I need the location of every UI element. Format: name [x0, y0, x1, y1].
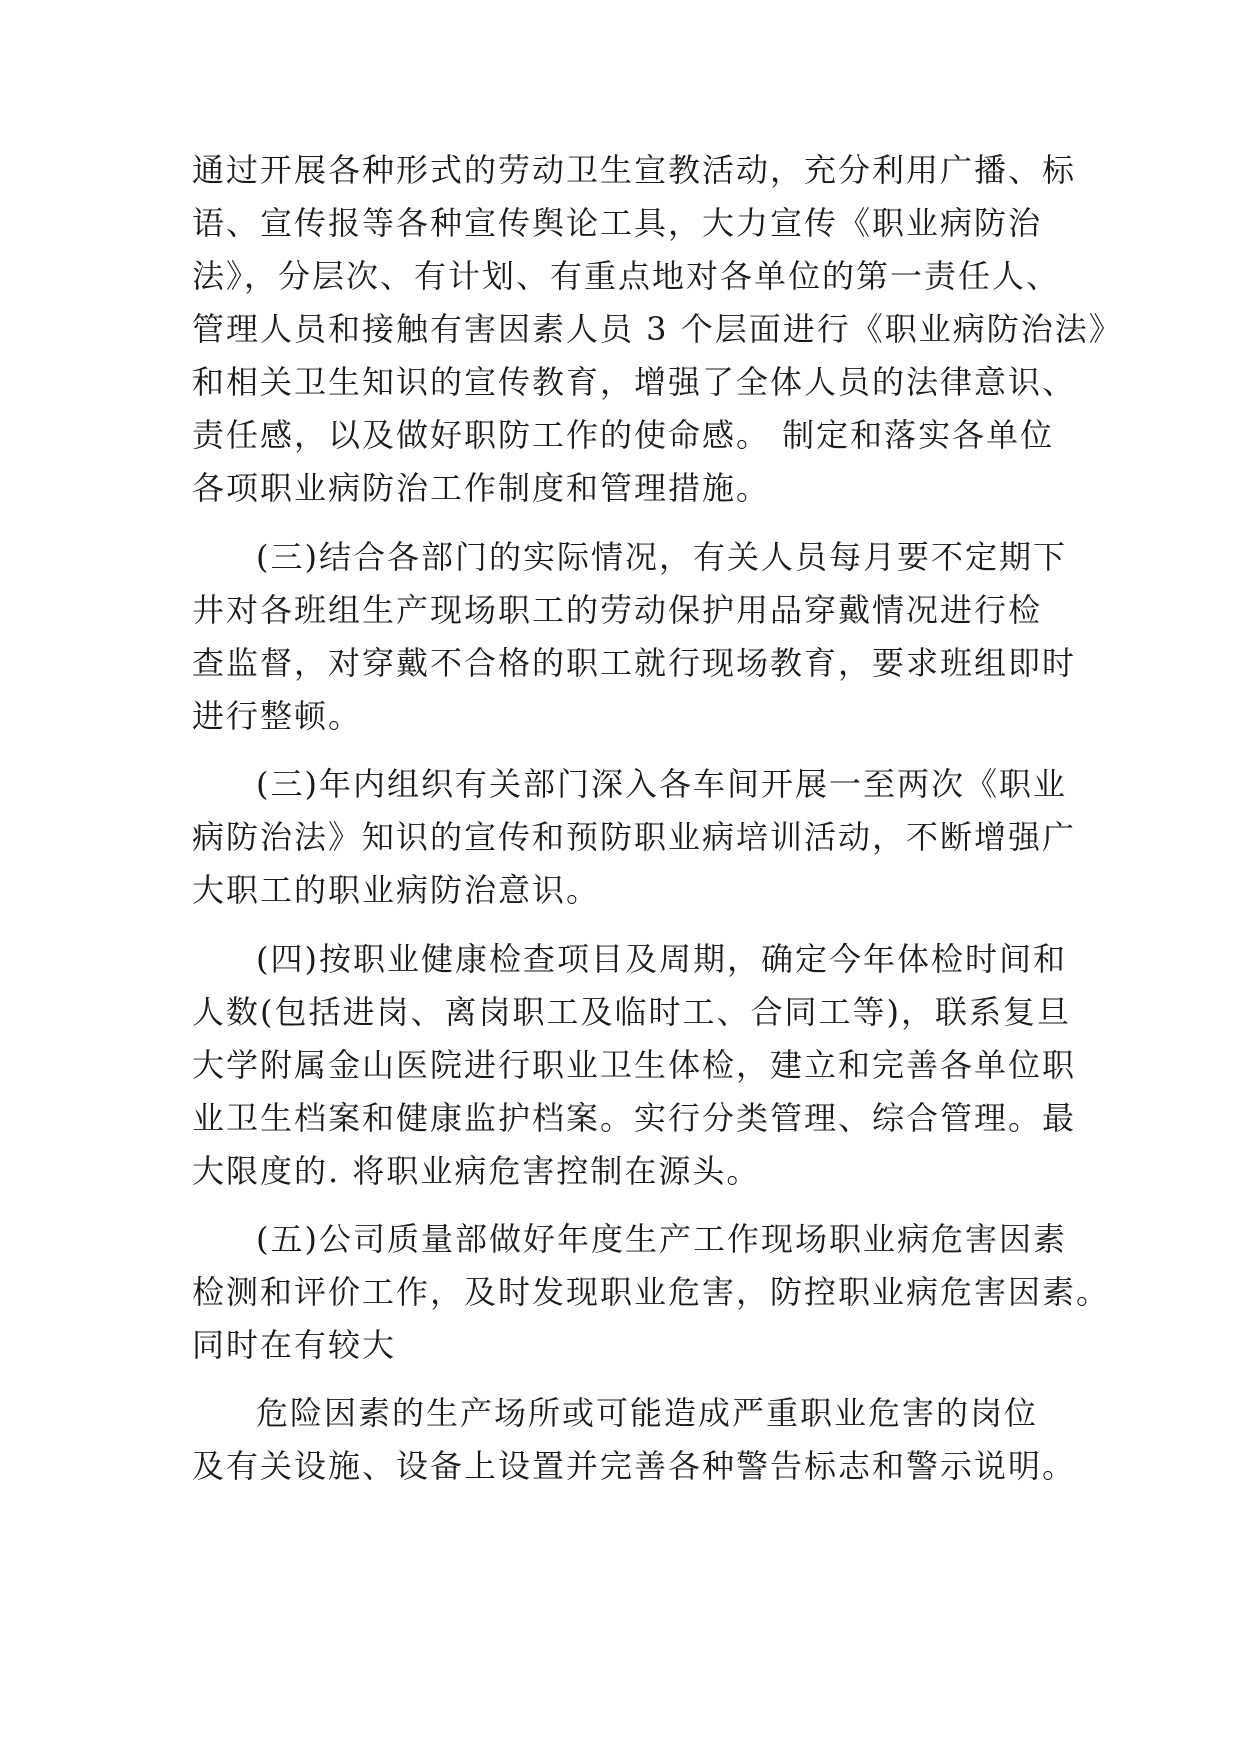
- text-line: 管理人员和接触有害因素人员 3 个层面进行《职业病防治法》: [192, 310, 1123, 348]
- text-line: 同时在有较大: [192, 1326, 397, 1364]
- paragraph-start: (四)按职业健康检查项目及周期，确定今年体检时间和: [256, 940, 1067, 978]
- text-line: 人数(包括进岗、离岗职工及临时工、合同工等)，联系复旦: [192, 993, 1071, 1031]
- text-line: 各项职业病防治工作制度和管理措施。: [192, 469, 771, 507]
- text-line: 检测和评价工作，及时发现职业危害，防控职业病危害因素。: [192, 1273, 1111, 1311]
- text-line: 井对各班组生产现场职工的劳动保护用品穿戴情况进行检: [192, 591, 1043, 629]
- text-line: 通过开展各种形式的劳动卫生宣教活动，充分利用广播、标: [192, 151, 1077, 189]
- text-line: 法》，分层次、有计划、有重点地对各单位的第一责任人、: [192, 257, 1061, 295]
- text-line: 及有关设施、设备上设置并完善各种警告标志和警示说明。: [192, 1447, 1077, 1485]
- text-line: 大职工的职业病防治意识。: [192, 871, 601, 909]
- text-line: 查监督，对穿戴不合格的职工就行现场教育，要求班组即时: [192, 644, 1077, 682]
- text-line: 进行整顿。: [192, 697, 363, 735]
- text-line: 病防治法》知识的宣传和预防职业病培训活动，不断增强广: [192, 818, 1077, 856]
- text-line: 大限度的. 将职业病危害控制在源头。: [192, 1152, 761, 1190]
- paragraph-start: 危险因素的生产场所或可能造成严重职业危害的岗位: [256, 1394, 1039, 1432]
- text-line: 和相关卫生知识的宣传教育，增强了全体人员的法律意识、: [192, 363, 1077, 401]
- paragraph-start: (三)结合各部门的实际情况，有关人员每月要不定期下: [256, 538, 1067, 576]
- paragraph-start: (三)年内组织有关部门深入各车间开展一至两次《职业: [256, 765, 1067, 803]
- text-line: 责任感，以及做好职防工作的使命感。 制定和落实各单位: [192, 416, 1055, 454]
- text-line: 大学附属金山医院进行职业卫生体检，建立和完善各单位职: [192, 1046, 1077, 1084]
- paragraph-start: (五)公司质量部做好年度生产工作现场职业病危害因素: [256, 1220, 1067, 1258]
- text-line: 业卫生档案和健康监护档案。实行分类管理、综合管理。最: [192, 1099, 1077, 1137]
- text-line: 语、宣传报等各种宣传舆论工具，大力宣传《职业病防治: [192, 204, 1043, 242]
